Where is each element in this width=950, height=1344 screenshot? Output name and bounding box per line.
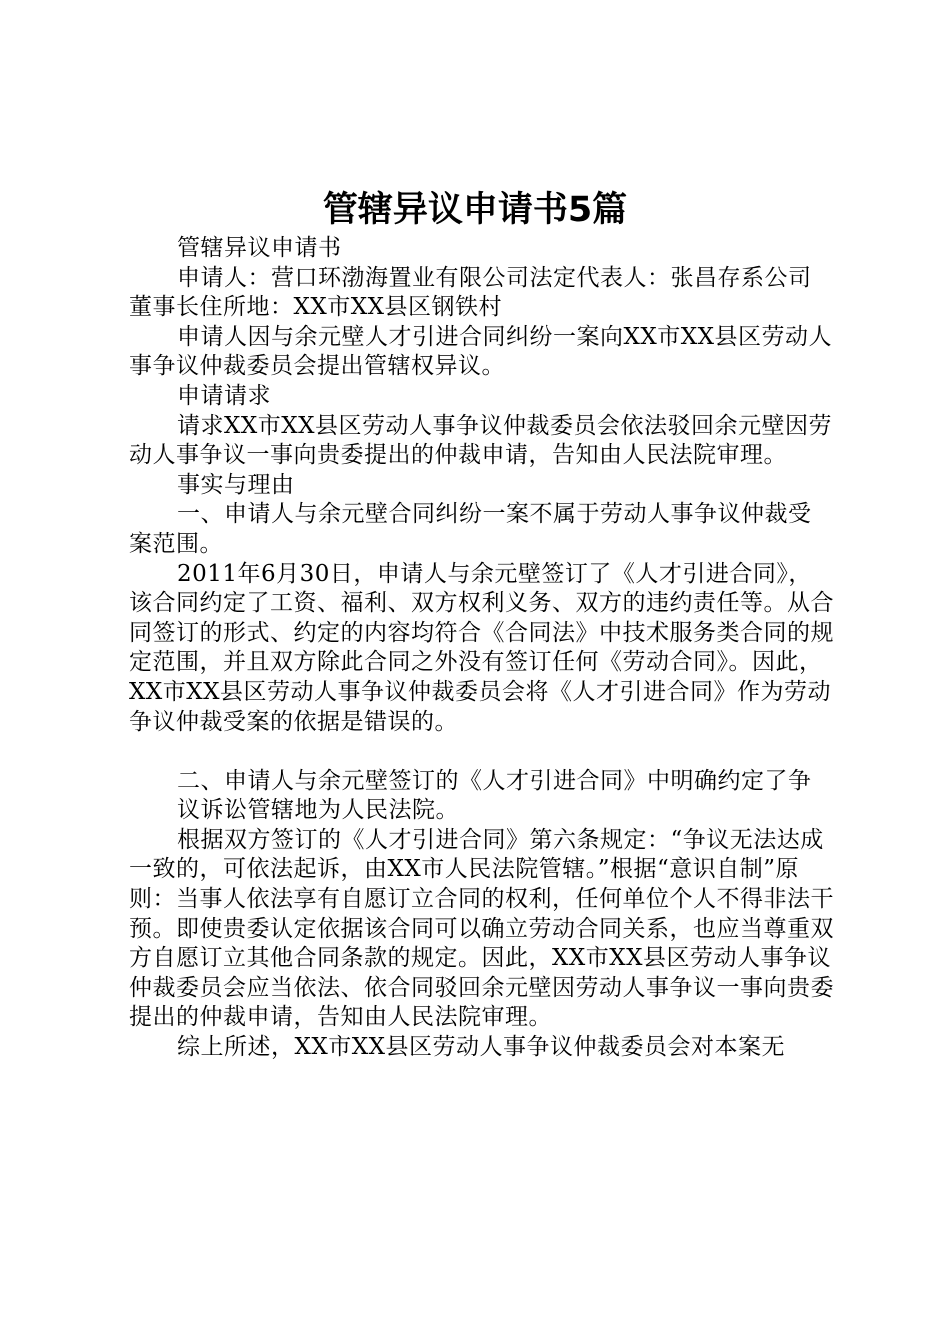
paragraph-request: 请求XX市XX县区劳动人事争议仲裁委员会依法驳回余元壁因劳动人事争议一事向贵委提出的仲裁申请，告知由人民法院审理。 — [129, 412, 832, 469]
paragraph-applicant: 申请人：营口环渤海置业有限公司法定代表人：张昌存系公司董事长住所地：XX市XX县区钢铁村 — [129, 264, 812, 321]
section-request-heading: 申请请求 — [177, 382, 271, 409]
paragraph-point-one: 一、申请人与余元壁合同纠纷一案不属于劳动人事争议仲裁受案范围。 — [129, 501, 812, 557]
paragraph-conclusion: 综上所述，XX市XX县区劳动人事争议仲裁委员会对本案无 — [177, 1034, 785, 1061]
paragraph-heading: 管辖异议申请书 — [177, 235, 342, 261]
document-title: 管辖异议申请书5篇 — [322, 190, 628, 230]
document-body — [129, 234, 834, 1063]
paragraph-contract-details: 2011年6月30日，申请人与余元壁签订了《人才引进合同》，该合同约定了工资、福利、双方权利义务、双方的违约责任等。从合同签订的形式、约定的内容均符合《合同法》中技术服务类合同的规定范围，并且双方除此合同之外没有签订任何《劳动合同》。因此，XX市XX县区劳动人事争议仲裁委员会将《人才引进合同》作为劳动争议仲裁受案的依据是错误的。 — [129, 560, 834, 735]
section-facts-heading: 事实与理由 — [177, 471, 295, 498]
paragraph-point-two-continued: 议诉讼管辖地为人民法院。 — [177, 797, 459, 824]
paragraph-point-two: 二、申请人与余元壁签订的《人才引进合同》中明确约定了争 — [177, 767, 812, 794]
paragraph-article-six: 根据双方签订的《人才引进合同》第六条规定：“争议无法达成一致的，可依法起诉，由XX市人民法院管辖。”根据“意识自制”原则：当事人依法享有自愿订立合同的权利，任何单位个人不得非法干预。即使贵委认定依据该合同可以确立劳动合同关系，也应当尊重双方自愿订立其他合同条款的规定。因此，XX市XX县区劳动人事争议仲裁委员会应当依法、依合同驳回余元壁因劳动人事争议一事向贵委提出的仲裁申请，告知由人民法院审理。 — [129, 826, 834, 1031]
blank-line — [129, 737, 834, 767]
paragraph-objection: 申请人因与余元壁人才引进合同纠纷一案向XX市XX县区劳动人事争议仲裁委员会提出管辖权异议。 — [129, 323, 832, 380]
